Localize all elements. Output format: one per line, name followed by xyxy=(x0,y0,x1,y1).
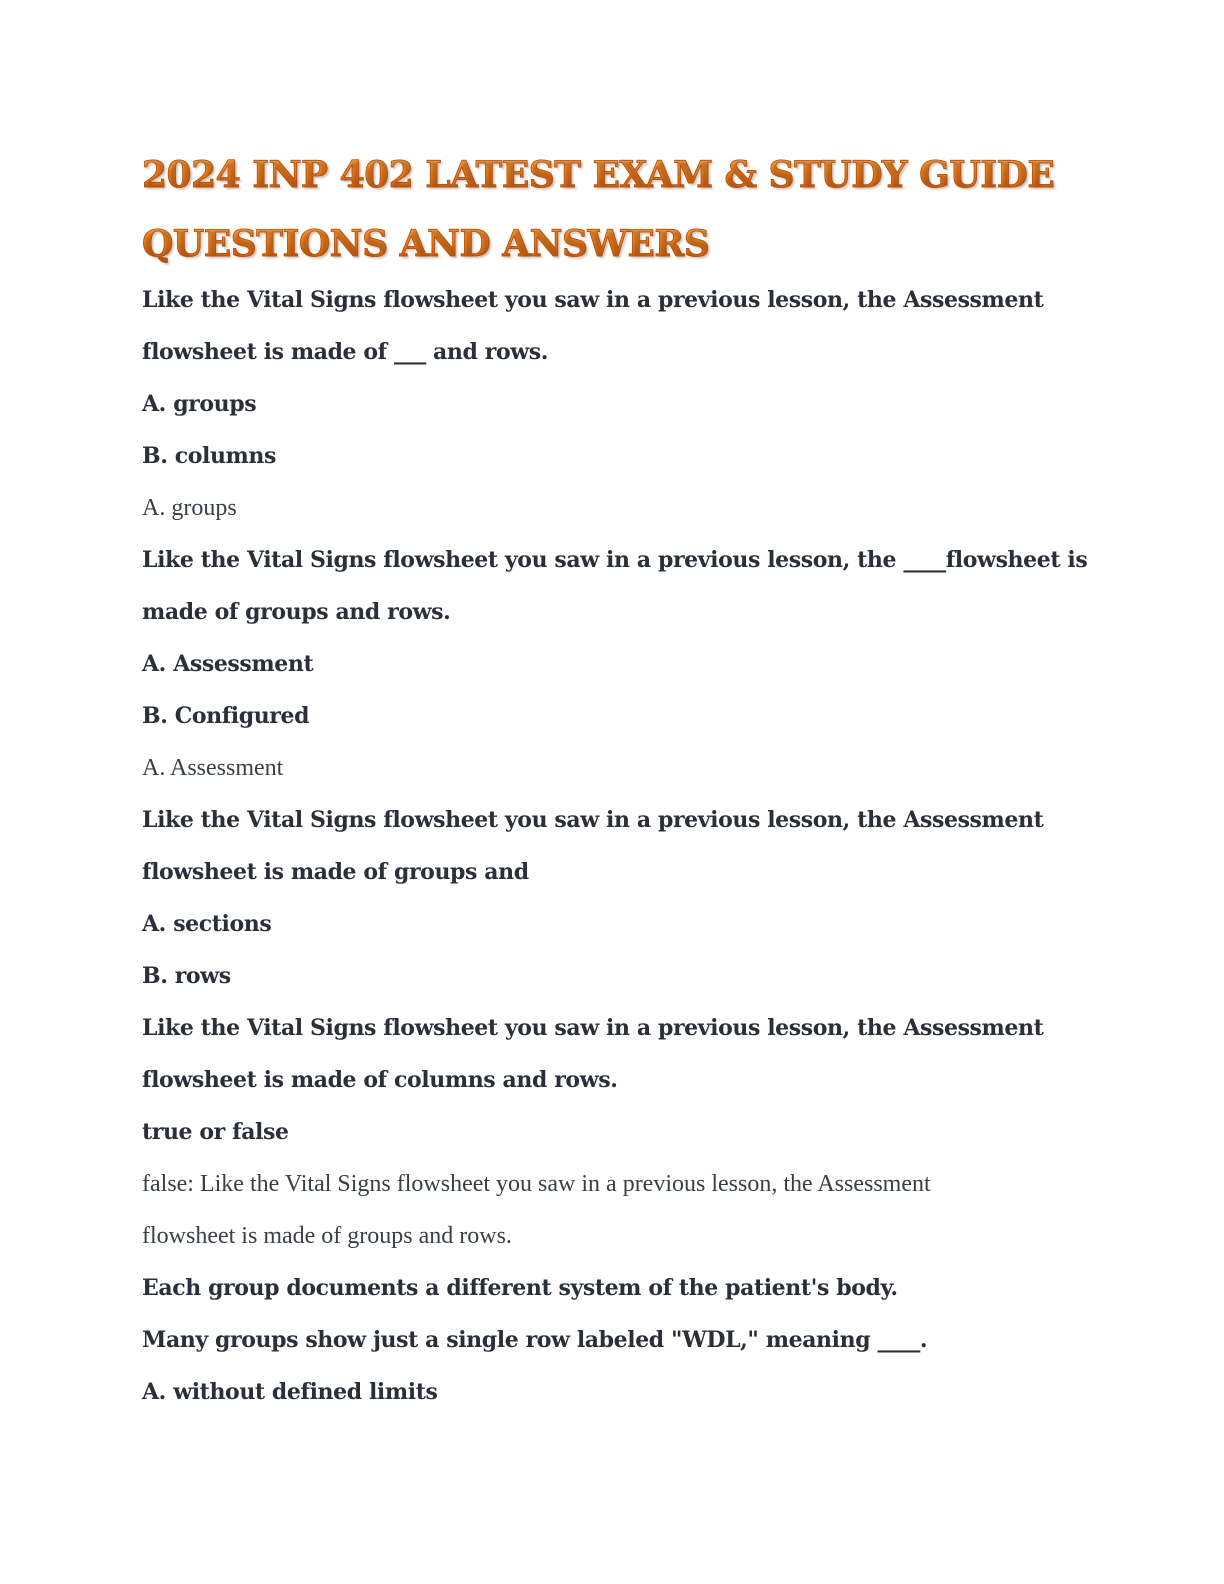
answer-line: false: Like the Vital Signs flowsheet you saw in a previous lesson, the Assessment xyxy=(142,1171,931,1197)
question-line: Like the Vital Signs flowsheet you saw in a previous lesson, the Assessment xyxy=(142,807,1044,833)
question-line: made of groups and rows. xyxy=(142,599,451,625)
answer-line: flowsheet is made of groups and rows. xyxy=(142,1223,512,1249)
question-line: flowsheet is made of columns and rows. xyxy=(142,1067,618,1093)
question-line: B. columns xyxy=(142,443,276,469)
question-line: flowsheet is made of groups and xyxy=(142,859,529,885)
question-line: A. Assessment xyxy=(142,651,314,677)
answer-line: A. Assessment xyxy=(142,755,284,781)
document-title-line-1: 2024 INP 402 LATEST EXAM & STUDY GUIDE xyxy=(142,154,1055,196)
question-line: Like the Vital Signs flowsheet you saw in a previous lesson, the ____flowsheet is xyxy=(142,547,1088,573)
question-line: A. groups xyxy=(142,391,257,417)
question-line: Many groups show just a single row labeled "WDL," meaning ____. xyxy=(142,1327,928,1353)
document-title-line-2: QUESTIONS AND ANSWERS xyxy=(142,223,710,265)
question-line: Like the Vital Signs flowsheet you saw in a previous lesson, the Assessment xyxy=(142,287,1044,313)
question-line: flowsheet is made of ___ and rows. xyxy=(142,339,549,365)
question-line: A. without defined limits xyxy=(142,1379,438,1405)
question-line: true or false xyxy=(142,1119,289,1145)
question-line: B. rows xyxy=(142,963,231,989)
question-line: A. sections xyxy=(142,911,272,937)
answer-line: A. groups xyxy=(142,495,237,521)
question-line: B. Configured xyxy=(142,703,310,729)
question-line: Like the Vital Signs flowsheet you saw in a previous lesson, the Assessment xyxy=(142,1015,1044,1041)
question-line: Each group documents a different system of the patient's body. xyxy=(142,1275,898,1301)
